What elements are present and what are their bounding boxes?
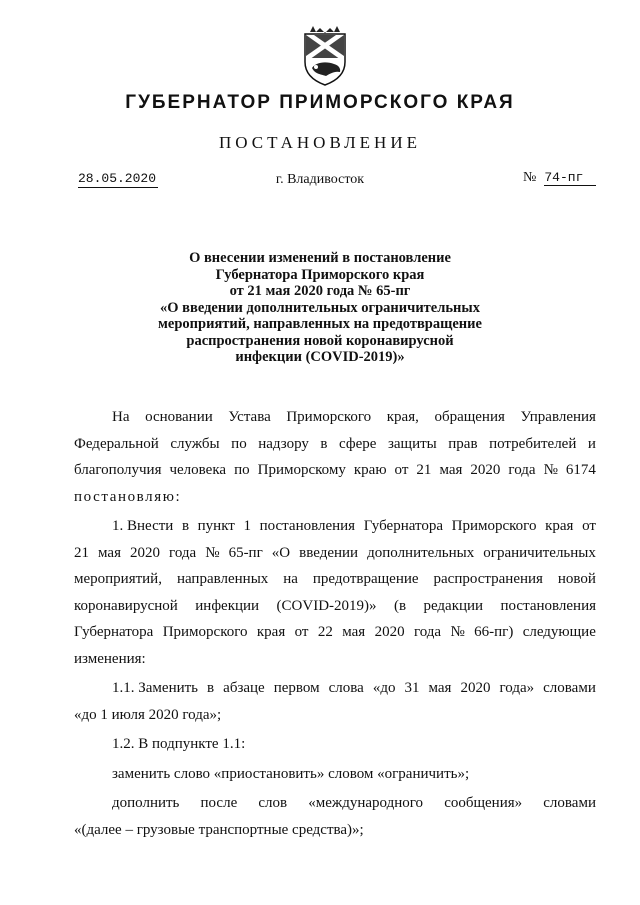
word: новой <box>557 571 596 587</box>
document-number: 74-пг <box>544 170 596 186</box>
word: сообщения» <box>444 795 523 811</box>
word: защиты <box>387 435 437 452</box>
word: в <box>207 680 215 696</box>
word: мая <box>98 544 121 561</box>
title-line: О внесении изменений в постановление <box>189 250 451 266</box>
word: мероприятий, <box>74 571 162 587</box>
body-line <box>74 404 596 431</box>
word: 2020 <box>470 462 501 478</box>
word: «до <box>372 680 396 696</box>
word: Губернатора <box>363 518 444 534</box>
paragraph-preamble <box>74 404 596 510</box>
word: предотвращение <box>312 571 419 587</box>
paragraph-replace-word: заменить слово «приостановить» словом «ограничить»; <box>112 765 470 782</box>
word: коронавирусной <box>74 597 178 614</box>
word: абзаце <box>223 680 265 696</box>
word: после <box>200 795 238 811</box>
word: года <box>508 462 536 478</box>
title-line: мероприятий, направленных на предотвращение <box>158 316 482 332</box>
word: года <box>169 544 197 561</box>
word: службы <box>170 435 220 452</box>
word: Федеральной <box>74 435 159 452</box>
word: 1. Внести <box>112 518 174 534</box>
word: 22 <box>317 624 333 640</box>
word: 21 <box>416 462 432 478</box>
word: словами <box>543 680 596 696</box>
word: основании <box>145 409 213 425</box>
document-title <box>120 250 520 366</box>
paragraph-item-1-1 <box>74 675 596 728</box>
title-line: Губернатора Приморского края <box>215 266 425 283</box>
paragraph-item-1 <box>74 513 596 672</box>
word: Устава <box>228 409 271 425</box>
body-line <box>74 619 596 646</box>
word: дополнить <box>112 795 180 811</box>
word: в <box>320 435 328 452</box>
document-city: г. Владивосток <box>275 172 365 187</box>
document-number-block <box>523 170 596 186</box>
title-line: от 21 мая 2020 года № 65-пг <box>229 283 411 299</box>
word: слова <box>328 680 364 696</box>
word: края <box>256 624 286 640</box>
body-line: «(далее – грузовые транспортные средства)»; <box>74 821 364 838</box>
coat-of-arms-icon <box>300 24 350 86</box>
word: первом <box>273 680 320 696</box>
body-line <box>74 513 596 540</box>
word: 2020 <box>130 544 161 561</box>
body-line <box>74 431 596 458</box>
word: края <box>545 518 574 534</box>
body-line <box>74 593 596 620</box>
word: мая <box>439 462 463 478</box>
word: года <box>413 624 442 640</box>
word: «международного <box>308 795 424 811</box>
word: человека <box>169 462 227 478</box>
word: Приморскому <box>257 462 346 478</box>
word: мая <box>342 624 366 640</box>
word: «О <box>271 544 291 561</box>
title-line: распространения новой коронавирусной <box>186 332 454 349</box>
number-sign: № <box>523 170 537 185</box>
word: № <box>543 462 558 478</box>
word: года» <box>499 680 535 696</box>
word: и <box>587 435 596 452</box>
word: введении <box>299 544 359 561</box>
paragraph-supplement <box>74 790 596 843</box>
word: от <box>582 518 596 534</box>
word: (в <box>393 597 407 614</box>
body-line <box>74 675 596 702</box>
body-line-decree: постановляю: <box>74 488 182 505</box>
word: постановления <box>500 597 596 614</box>
body-line <box>74 566 596 593</box>
word: инфекции <box>195 597 260 614</box>
title-line: инфекции (COVID-2019)» <box>235 349 405 365</box>
word: по <box>234 462 250 478</box>
word: Приморского <box>286 409 372 425</box>
body-line: изменения: <box>74 650 146 667</box>
word: постановления <box>259 518 356 534</box>
document-type: ПОСТАНОВЛЕНИЕ <box>218 133 421 152</box>
word: № <box>450 624 465 640</box>
issuing-authority: ГУБЕРНАТОР ПРИМОРСКОГО КРАЯ <box>125 92 515 113</box>
word: Приморского <box>451 518 537 534</box>
word: сфере <box>339 435 377 452</box>
title-line: «О введении дополнительных ограничительных <box>160 299 480 316</box>
word: Губернатора <box>74 624 154 640</box>
word: края, <box>386 409 419 425</box>
word: в <box>181 518 190 534</box>
word: от <box>394 462 409 478</box>
body-line <box>74 790 596 817</box>
word: На <box>112 409 130 425</box>
word: 21 <box>74 544 89 561</box>
word: Управления <box>520 409 596 425</box>
word: мая <box>428 680 452 696</box>
word: 1.1. Заменить <box>112 680 199 696</box>
word: 2020 <box>374 624 405 640</box>
paragraph-item-1-2: 1.2. В подпункте 1.1: <box>112 736 246 752</box>
word: дополнительных <box>367 544 475 561</box>
word: благополучия <box>74 462 162 478</box>
word: прав <box>448 435 478 452</box>
word: обращения <box>434 409 505 425</box>
body-line <box>74 457 596 484</box>
word: слов <box>258 795 288 811</box>
document-date: 28.05.2020 <box>78 171 157 186</box>
word: 66-пг) <box>474 624 514 640</box>
body-line: «до 1 июля 2020 года»; <box>74 706 222 723</box>
word: направленных <box>176 571 269 587</box>
word: надзору <box>258 435 309 452</box>
word: (COVID-2019)» <box>276 597 377 614</box>
word: 65-пг <box>228 544 263 561</box>
document-body <box>74 404 596 843</box>
word: № <box>205 544 220 561</box>
word: 31 <box>404 680 420 696</box>
word: распространения <box>433 571 543 587</box>
word: редакции <box>423 597 484 614</box>
word: краю <box>353 462 387 478</box>
word: 1 <box>243 518 251 534</box>
word: от <box>294 624 309 640</box>
word: ограничительных <box>483 544 596 561</box>
word: следующие <box>522 624 596 640</box>
word: 2020 <box>460 680 491 696</box>
word: 6174 <box>565 462 596 478</box>
word: Приморского <box>162 624 248 640</box>
word: потребителей <box>489 435 577 452</box>
word: пункт <box>197 518 235 534</box>
word: по <box>231 435 247 452</box>
body-line <box>74 540 596 567</box>
word: на <box>283 571 298 587</box>
word: словами <box>543 795 596 811</box>
